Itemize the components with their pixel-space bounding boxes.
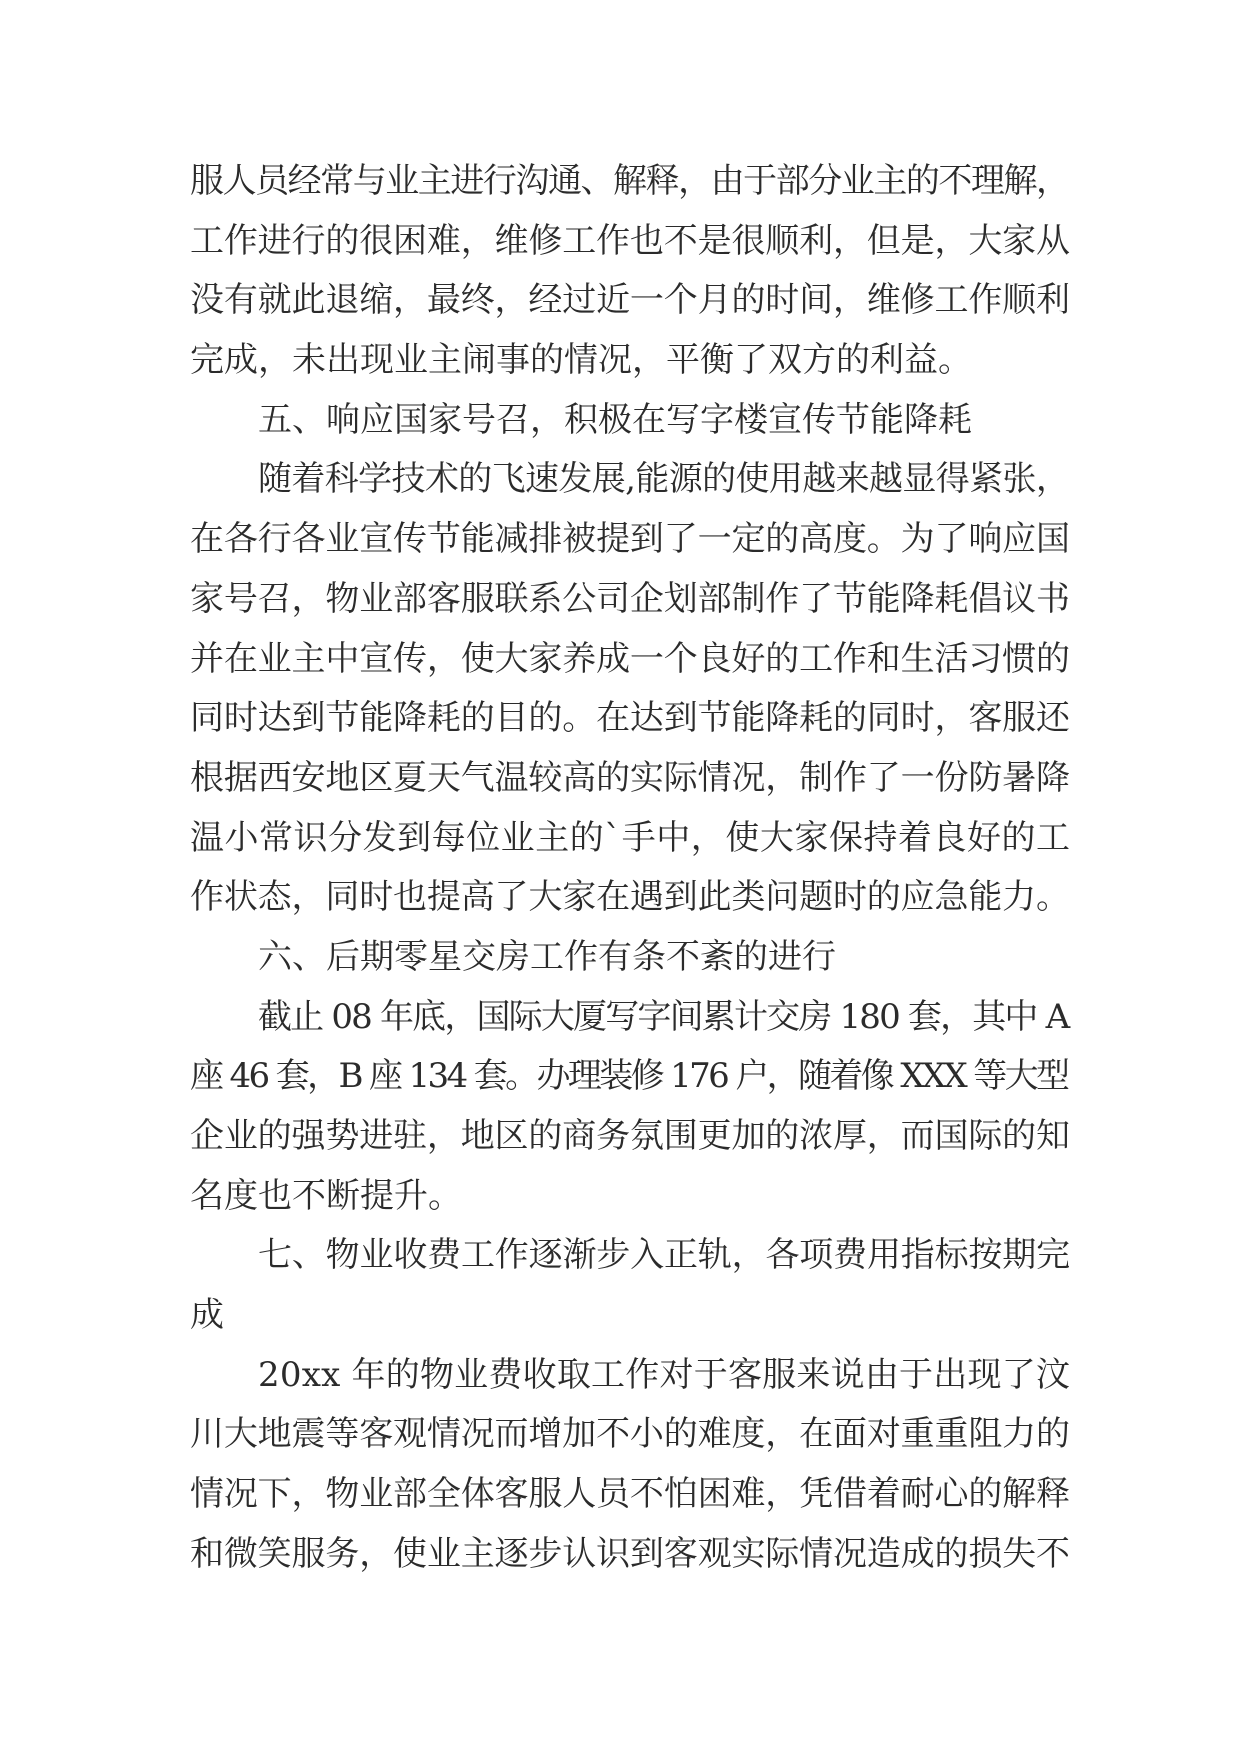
text-line: 名度也不断提升。 xyxy=(190,1175,462,1216)
text-line: 在各行各业宣传节能减排被提到了一定的高度。为了响应国 xyxy=(190,519,1070,560)
text-line: 服人员经常与业主进行沟通、解释，由于部分业主的不理解， xyxy=(190,161,1069,201)
text-line: 情况下，物业部全体客服人员不怕困难，凭借着耐心的解释 xyxy=(190,1474,1070,1515)
text-line: 家号召，物业部客服联系公司企划部制作了节能降耗倡议书 xyxy=(190,578,1070,619)
text-line: 和微笑服务，使业主逐步认识到客观实际情况造成的损失不 xyxy=(190,1533,1070,1574)
text-line: 20xx 年的物业费收取工作对于客服来说由于出现了汶 xyxy=(258,1354,1071,1395)
text-line: 五、响应国家号召，积极在写字楼宣传节能降耗 xyxy=(258,399,972,440)
text-line: 成 xyxy=(190,1295,224,1336)
text-line: 作状态，同时也提高了大家在遇到此类问题时的应急能力。 xyxy=(190,877,1070,918)
text-line: 没有就此退缩，最终，经过近一个月的时间，维修工作顺利 xyxy=(190,280,1070,321)
text-line: 企业的强势进驻，地区的商务氛围更加的浓厚，而国际的知 xyxy=(190,1116,1070,1156)
text-line: 七、物业收费工作逐渐步入正轨，各项费用指标按期完 xyxy=(258,1235,1070,1276)
text-line: 工作进行的很困难，维修工作也不是很顺利，但是，大家从 xyxy=(190,220,1070,261)
text-line: 同时达到节能降耗的目的。在达到节能降耗的同时，客服还 xyxy=(190,698,1070,739)
text-line: 并在业主中宣传，使大家养成一个良好的工作和生活习惯的 xyxy=(190,638,1070,679)
text-line: 温小常识分发到每位业主的`手中，使大家保持着良好的工 xyxy=(190,817,1071,858)
text-line: 川大地震等客观情况而增加不小的难度，在面对重重阻力的 xyxy=(190,1414,1070,1455)
text-line: 座 46 套，B 座 134 套。办理装修 176 户，随着像 XXX 等大型 xyxy=(190,1056,1068,1097)
text-line: 完成，未出现业主闹事的情况，平衡了双方的利益。 xyxy=(190,340,972,381)
text-line: 根据西安地区夏天气温较高的实际情况，制作了一份防暑降 xyxy=(190,757,1070,798)
text-line: 截止 08 年底，国际大厦写字间累计交房 180 套，其中 A xyxy=(258,996,1069,1037)
document-body xyxy=(190,152,1070,1585)
text-line: 六、后期零星交房工作有条不紊的进行 xyxy=(258,936,836,977)
text-line: 随着科学技术的飞速发展,能源的使用越来越显得紧张， xyxy=(258,459,1070,500)
